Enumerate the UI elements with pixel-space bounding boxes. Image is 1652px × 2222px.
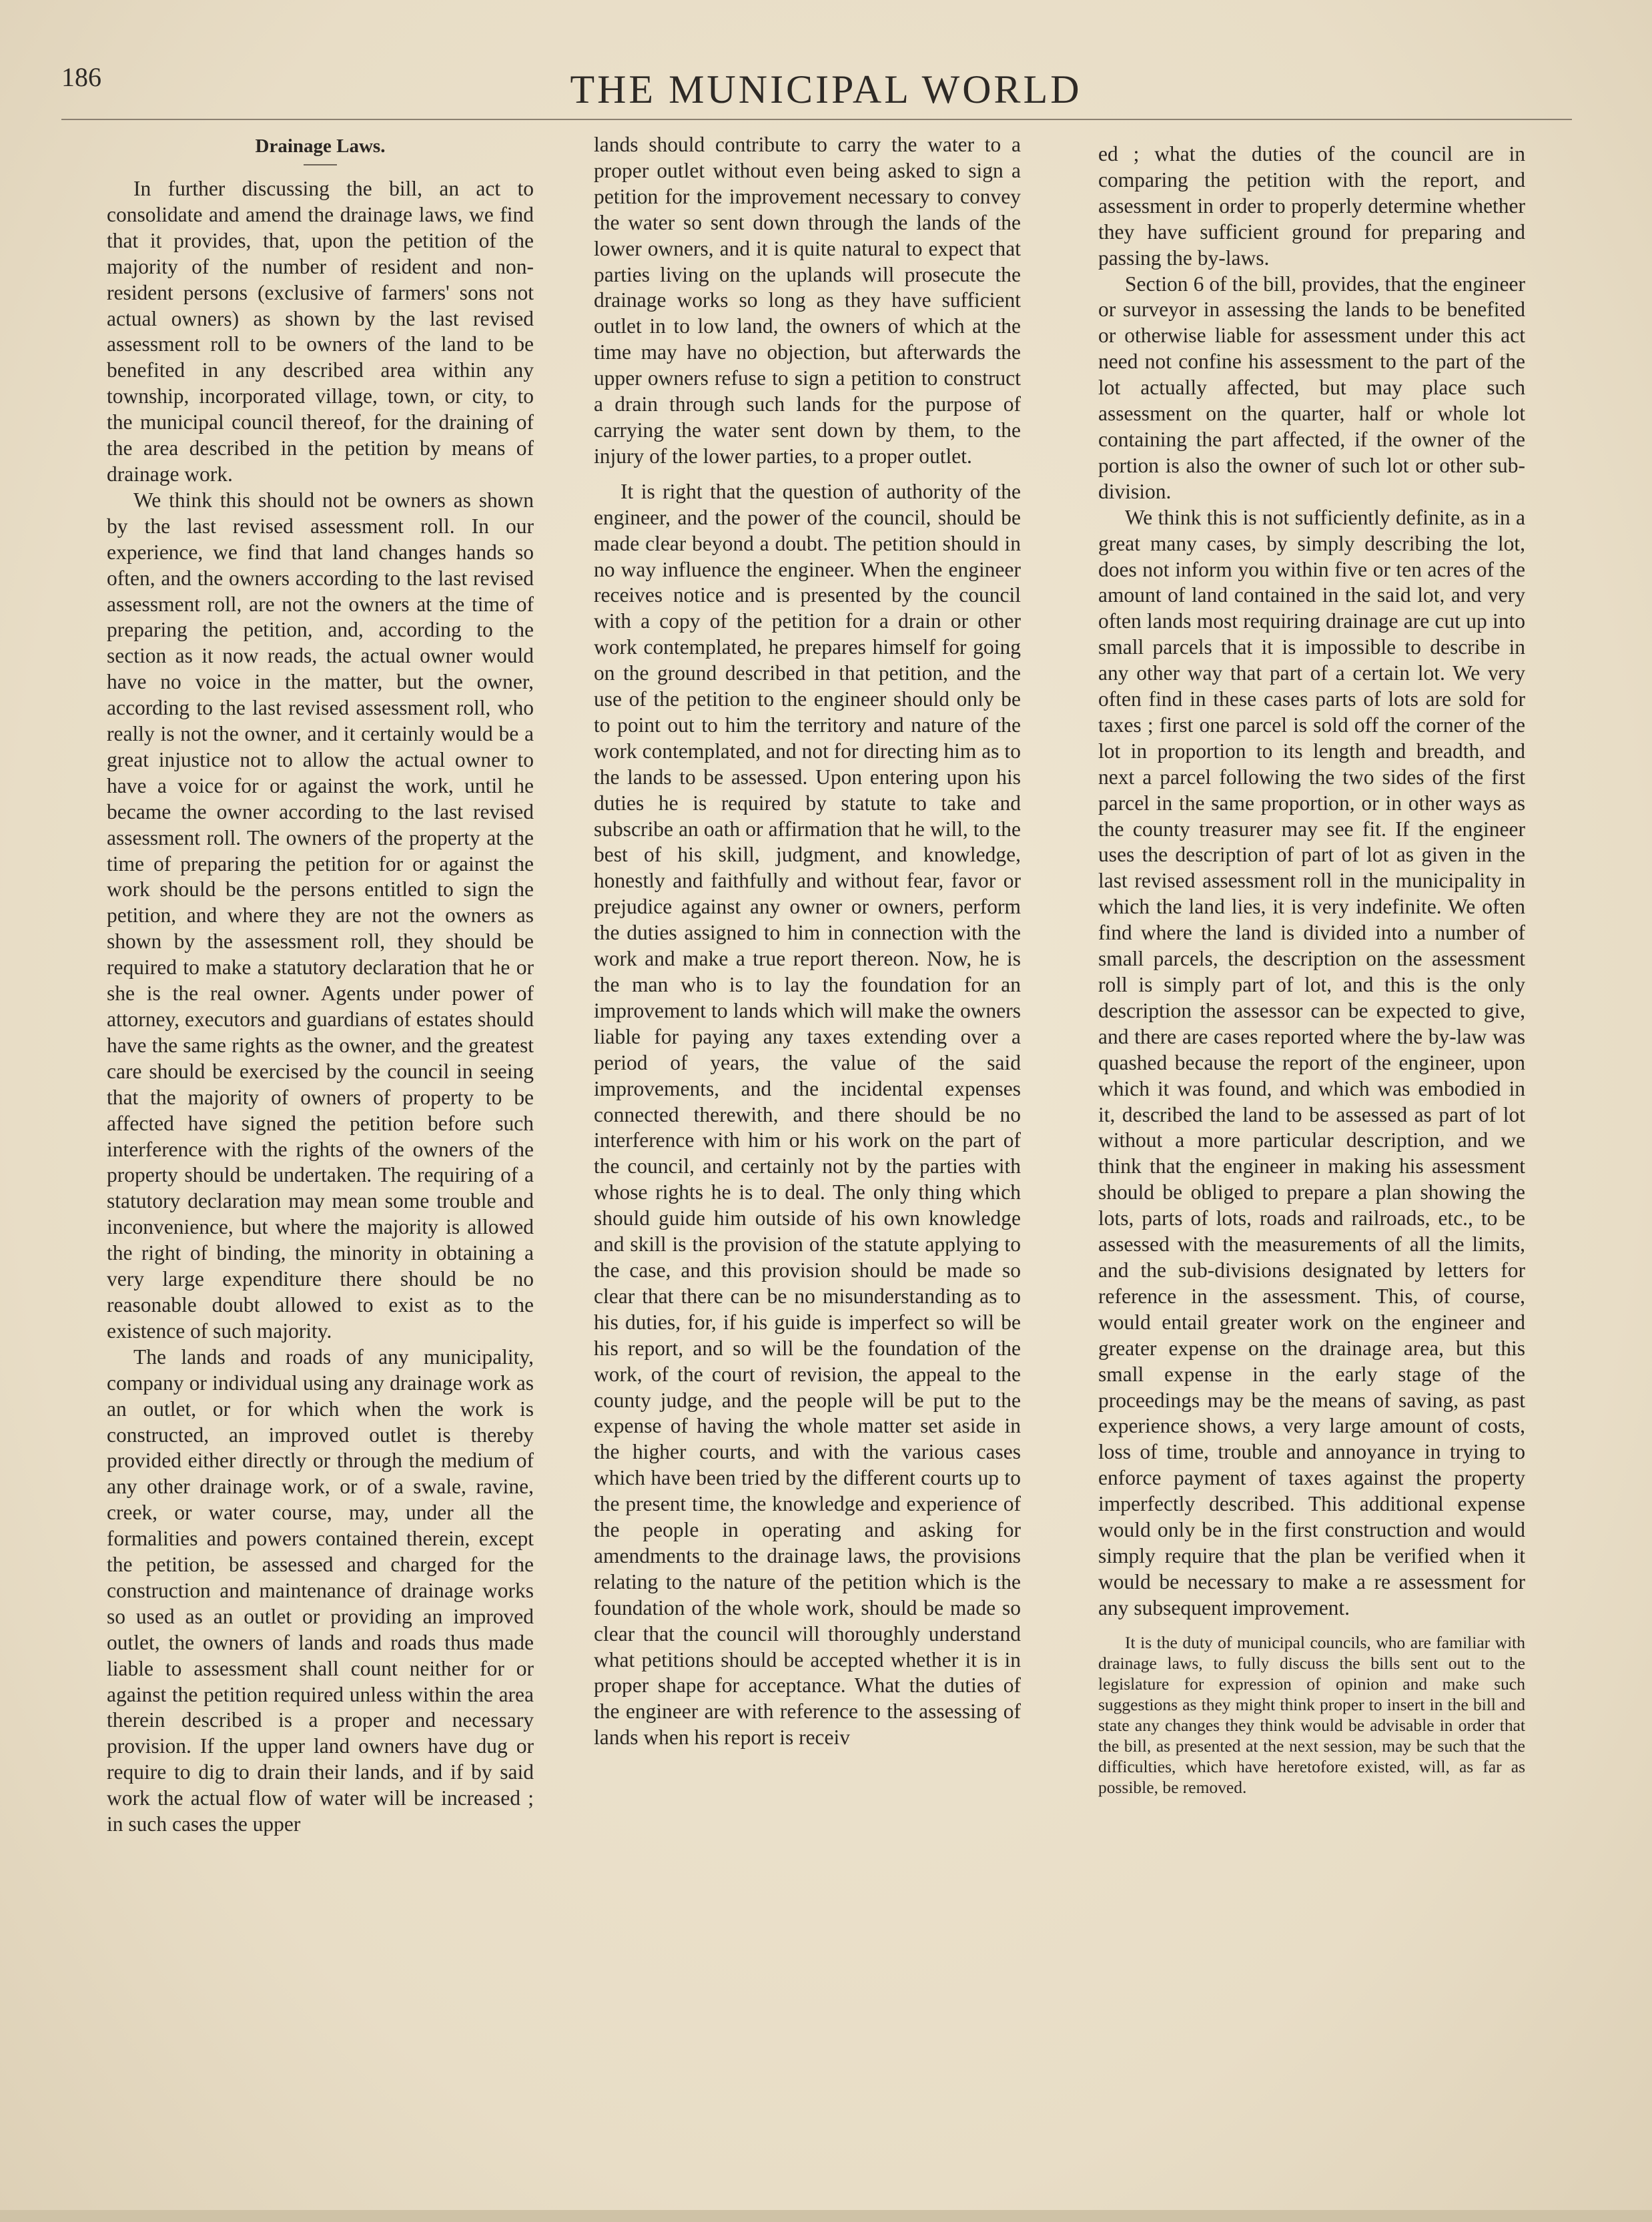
paragraph: Section 6 of the bill, provides, that the engineer or surveyor in assessing the lands to be benefited or otherwise liable for assessment under this act need not confine his assessment to the part of the lot actually affected, but may place such assessment on the quarter, half or whole lot containing the part affected, if the owner of the portion is also the owner of such lot or other sub-division. (1098, 272, 1525, 503)
header-rule (61, 119, 1572, 120)
page-number: 186 (61, 62, 101, 92)
editorial-note: It is the duty of municipal councils, who are familiar with drainage laws, to fully discuss the bills sent out to the legislature for expression of opinion and make such suggestions as they might think proper to insert in the bill and state any changes they think would be advisable in order that the bill, as presented at the next session, may be such that the difficulties, which have heretofore existed, will, as far as possible, be removed. (1098, 1632, 1525, 1797)
column-2 (594, 132, 1021, 1751)
article-heading: Drainage Laws. (255, 135, 386, 157)
paragraph: It is right that the question of authority of the engineer, and the power of the council, should be made clear beyond a doubt. The petition should in no way influence the engineer. When the engineer receives notice and is presented by the council with a copy of the petition for a drain or other work contemplated, he prepares himself for going on the ground described in that petition, and the use of the petition to the engineer should only be to point out to him the territory and nature of the work contemplated, and not for directing him as to the lands to be assessed. Upon entering upon his duties he is required by statute to take and subscribe an oath or affirmation that he will, to the best of his skill, judgment, and knowledge, honestly and faithfully and without fear, favor or prejudice against any owner or owners, perform the duties assigned to him in connection with the work and make a true report thereon. Now, he is the man who is to lay the foundation for an improvement to lands which will make the owners liable for paying any taxes extending over a period of years, the value of the said improvements, and the incidental expenses connected therewith, and there should be no interference with him or his work on the part of the council, and certainly not by the parties with whose rights he is to deal. The only thing which should guide him outside of his own knowledge and skill is the provision of the statute applying to the case, and this provision should be made so clear that there can be no misunderstanding as to his duties, for, if his guide is imperfect so will be his report, and so will be the foundation of the work, of the court of revision, the appeal to the county judge, and the people will be put to the expense of having the whole matter set aside in the higher courts, and with the various cases which have been tried by the different courts up to the present time, the knowledge and experience of the people in operating and asking for amendments to the drainage laws, the provisions relating to the nature of the petition which is the foundation of the whole work, should be made so clear that the council will thoroughly understand what petitions should be accepted whether it is in proper shape for acceptance. What the duties of the engineer are with reference to the assessing of lands when his report is receiv (594, 479, 1021, 1750)
column-1 (107, 133, 534, 1838)
paragraph: lands should contribute to carry the water to a proper outlet without even being asked to sign a petition for the improvement necessary to convey the water so sent down through the lands of the lower owners, and it is quite natural to expect that parties living on the uplands will prosecute the drainage works so long as they have sufficient outlet in to low land, the owners of which at the time may have no objection, but afterwards the upper owners refuse to sign a petition to construct a drain through such lands for the purpose of carrying the water sent down by them, to the injury of the lower parties, to a proper outlet. (594, 133, 1021, 468)
page-header (40, 59, 1612, 119)
paragraph: We think this should not be owners as shown by the last revised assessment roll. In our experience, we find that land changes hands so often, and the owners according to the last revised assessment roll, are not the owners at the time of preparing the petition, and, according to the section as it now reads, the actual owner would have no voice in the matter, but the owner, according to the last revised assessment roll, who really is not the owner, and it certainly would be a great injustice not to allow the actual owner to have a voice for or against the work, until he became the owner according to the last revised assessment roll. The owners of the property at the time of preparing the petition for or against the work should be the persons entitled to sign the petition, and where they are not the owners as shown by the assessment roll, they should be required to make a statutory declaration that he or she is the real owner. Agents under power of attorney, executors and guardians of estates should have the same rights as the owner, and the greatest care should be exercised by the council in seeing that the majority of owners of property to be affected have signed the petition before such interference with the rights of the owners of the property should be undertaken. The requiring of a statutory declaration may mean some trouble and inconvenience, but where the majority is allowed the right of binding, the minority in obtaining a very large expenditure there should be no reasonable doubt allowed to exist as to the existence of such majority. (107, 488, 534, 1343)
heading-rule (304, 164, 337, 165)
masthead-title: THE MUNICIPAL WORLD (570, 67, 1082, 111)
column-3 (1098, 141, 1525, 1798)
paragraph: We think this is not sufficiently definite, as in a great many cases, by simply describing the lot, does not inform you within five or ten acres of the amount of land contained in the said lot, and very often lands most requiring drainage are cut up into small parcels that it is impossible to describe in any other way that part of a certain lot. We very often find in these cases parts of lots are sold for taxes ; first one parcel is sold off the corner of the lot in proportion to its length and breadth, and next a parcel following the two sides of the first parcel in the same proportion, or in other ways as the county treasurer may see fit. If the engineer uses the description of part of lot as given in the last revised assessment roll in the municipality in which the land lies, it is very indefinite. We often find where the land is divided into a number of small parcels, the description on the assessment roll is simply part of lot, and this is the only description the assessor can be expected to give, and there are cases reported where the by-law was quashed because the report of the engineer, upon which it was found, and which was embodied in it, described the land to be assessed as part of lot without a more particular description, and we think that the engineer in making his assessment should be obliged to prepare a plan showing the lots, parts of lots, roads and railroads, etc., to be assessed with the measurements of all the limits, and the sub-divisions designated by letters for reference in the assessment. This, of course, would entail greater work on the engineer and greater expense on the drainage area, but this small expense in the early stage of the proceedings may be the means of saving, as past experience shows, a very large amount of costs, loss of time, trouble and annoyance in trying to enforce payment of taxes against the property imperfectly described. This additional expense would only be in the first construction and would simply require that the plan be verified when it would be necessary to make a re assessment for any subsequent improvement. (1098, 505, 1525, 1619)
paragraph: The lands and roads of any municipality, company or individual using any drainage work as an outlet, or for which when the work is constructed, an improved outlet is thereby provided either directly or through the medium of any other drainage work, or of a swale, ravine, creek, or water course, may, under all the formalities and powers contained therein, except the petition, be assessed and charged for the construction and maintenance of drainage works so used as an outlet or providing an improved outlet, the owners of lands and roads thus made liable to assessment shall count neither for or against the petition required unless within the area therein described is a proper and necessary provision. If the upper land owners have dug or require to dig to drain their lands, and if by said work the actual flow of water will be increased ; in such cases the upper (107, 1345, 534, 1836)
paragraph: In further discussing the bill, an act to consolidate and amend the drainage laws, we find that it provides, that, upon the petition of the majority of the number of resident and non-resident persons (exclusive of farmers' sons not actual owners) as shown by the last revised assessment roll to be owners of the land to be benefited in any described area within any township, incorporated village, town, or city, to the municipal council thereof, for the draining of the area described in the petition by means of drainage work. (107, 177, 534, 486)
paragraph: ed ; what the duties of the council are in comparing the petition with the report, and assessment in order to properly determine whether they have sufficient ground for preparing and passing the by-laws. (1098, 142, 1525, 270)
page-bottom-edge (0, 2210, 1652, 2222)
